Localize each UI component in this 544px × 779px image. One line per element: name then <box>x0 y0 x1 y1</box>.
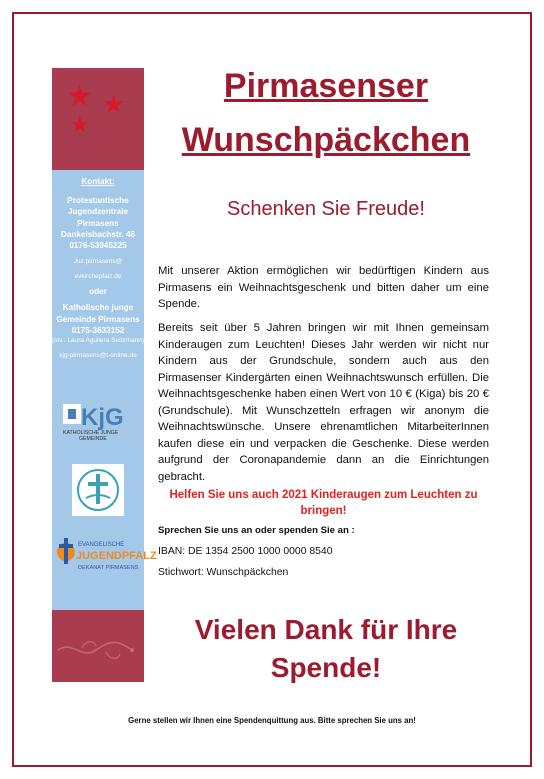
contact-panel <box>52 170 157 610</box>
evangelical-youth-logo <box>72 464 124 516</box>
jugendpfalz-text: JUGENDPFALZ <box>76 550 157 562</box>
org1-line: Protestantische <box>67 196 129 206</box>
main-paragraph: Bereits seit über 5 Jahren bringen wir mit Ihnen gemeinsam Kinderaugen zum Leuchten! Dieses Jahr werden wir nicht nur Kindern aus der Grundschule, sondern auch aus den Pirmasenser Kindergärten einen Weihnachtswunsch erfüllen. Die Weihnachtsgeschenke haben einen Wert von 10 € (Kiga) bis 20 € (Grundschule). Mit Wunschzetteln erfragen wir anonym die Weihnachtswünsche. Unsere ehrenamtlichen MitarbeiterInnen kaufen diese ein und verpacken die Geschenke. Diese werden aufgrund der Coronapandemie dann an die Einrichtungen gebracht. <box>158 322 489 483</box>
jugendpfalz-text: EVANGELISCHE <box>78 542 125 548</box>
jugendpfalz-text: DEKANAT PIRMASENS <box>78 565 139 571</box>
swirl-ornament <box>52 610 144 682</box>
kjg-mark: KjG <box>81 404 124 431</box>
star-icon: ★ <box>102 90 126 120</box>
intro-paragraph: Mit unserer Aktion ermöglichen wir bedürftigen Kindern aus Pirmasens ein Weihnachtsgeschenk und bitten daher um eine Spende. <box>158 265 489 310</box>
sidebar <box>52 68 157 682</box>
contact-heading: Kontakt: <box>81 177 115 186</box>
page-title-line1: Pirmasenser <box>223 67 429 105</box>
contact-prompt: Sprechen Sie uns an oder spenden Sie an : <box>158 525 355 536</box>
org2-line: Katholische junge <box>62 303 134 313</box>
reference-text: Stichwort: Wunschpäckchen <box>158 567 289 578</box>
footer-note: Gerne stellen wir Ihnen eine Spendenquittung aus. Bitte sprechen Sie uns an! <box>128 716 416 725</box>
org1-address: Dankelsbachstr. 46 <box>60 229 136 239</box>
star-icon: ★ <box>70 113 90 138</box>
page-title-line2: Wunschpäckchen <box>181 121 471 159</box>
contact-separator: oder <box>89 287 107 297</box>
ornament-panel <box>52 610 144 682</box>
thanks-line1: Vielen Dank für Ihre <box>194 614 458 645</box>
kjg-logo <box>59 398 137 446</box>
star-icon: ★ <box>66 79 93 114</box>
thanks-heading <box>158 611 494 687</box>
stars-panel <box>52 68 144 170</box>
org1-line: Pirmasens <box>77 218 119 228</box>
org1-line: Jugendzentrale <box>67 207 129 217</box>
kjg-text: KATHOLISCHE JUNGE <box>63 430 119 436</box>
jugendpfalz-logo <box>54 530 157 580</box>
org2-phone: 0175-3633152 <box>71 325 125 335</box>
subtitle: Schenken Sie Freude! <box>227 198 425 220</box>
thanks-line2: Spende! <box>270 652 382 683</box>
org2-line: Gemeinde Pirmasens <box>56 314 140 324</box>
org1-phone: 0176-53945225 <box>69 241 127 251</box>
org1-email-line1[interactable]: Juz.pirmasens@ <box>73 258 123 266</box>
kjg-text: GEMEINDE <box>79 436 107 442</box>
iban-text: IBAN: DE 1354 2500 1000 0000 8540 <box>158 546 333 557</box>
org1-email-line2[interactable]: evkirchepfalz.de <box>74 273 122 281</box>
org2-note: (stv.: Laura Aguilera Seitzmann) <box>52 337 145 345</box>
org2-email[interactable]: kjg-pirmasens@t-online.de <box>59 352 137 360</box>
callout-text: Helfen Sie uns auch 2021 Kinderaugen zum Leuchten zu bringen! <box>169 489 478 517</box>
